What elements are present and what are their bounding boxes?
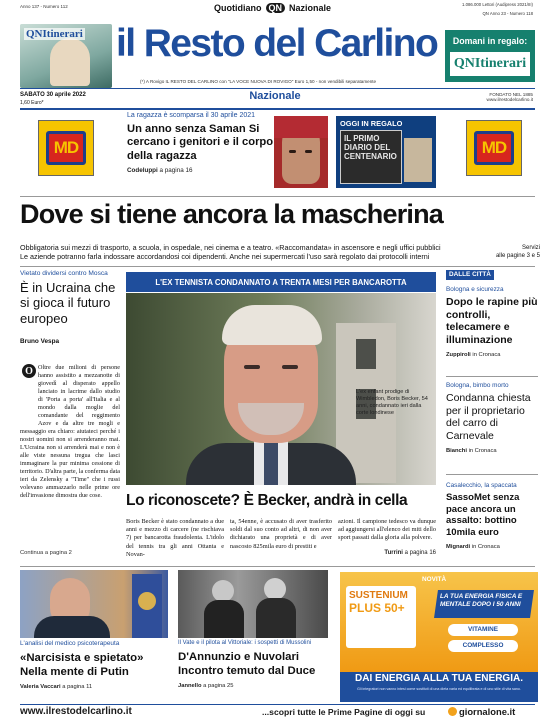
nazionale-label: Nazionale	[289, 3, 332, 13]
servizi-label: Servizi	[521, 245, 540, 251]
ucraina-body-cont: messaggio era chiaro: aiutateci perché i nostri uomini non si arrenderanno mai. L'Ucraina non si arrenderà mai e non è alle viste nessuna tregua che lasci immaginare la pur minima cessione di territorio. D'altra parte, la conferma data ieri da Zelensky a "Time" che i russi volevano ammazzarlo nelle prime ore dell'invasione dimostra due cose.	[20, 428, 120, 499]
dalle-citta-label: DALLE CITTÀ	[446, 270, 494, 280]
ad-product-box	[346, 586, 416, 648]
dannunzio-photo	[178, 570, 328, 638]
issue-date: SABATO 30 aprile 2022	[20, 92, 86, 98]
ad-tagline: DAI ENERGIA ALLA TUA ENERGIA.	[355, 673, 523, 684]
ucraina-story[interactable]	[20, 270, 120, 345]
citta-byline-2: Bianchi	[446, 448, 467, 455]
saman-headline: Un anno senza Saman Si cercano i genitori e il corpo della ragazza	[127, 123, 274, 162]
citta-ref-1: in Cronaca	[472, 352, 501, 359]
servizi-pages: alle pagine 3 e 5	[495, 253, 540, 259]
ucraina-author: Bruno Vespa	[20, 338, 60, 346]
citta-ref-2: in Cronaca	[468, 448, 497, 455]
ucraina-body	[20, 428, 120, 532]
ad-complesso: COMPLESSO	[448, 640, 518, 652]
ucraina-headline: È in Ucraina che si gioca il futuro europeo	[20, 280, 116, 326]
putin-byline: Valeria Vaccari	[20, 684, 61, 690]
founded-info	[487, 92, 533, 102]
domani-logo: QNItinerari	[450, 52, 530, 76]
domani-promo[interactable]	[445, 30, 535, 82]
dannunzio-kicker: Il Vate e il pilota al Vittoriale: i sospetti di Mussolini	[178, 640, 312, 646]
saman-photo	[274, 116, 328, 188]
becker-ref	[338, 550, 436, 556]
centenario-title: IL PRIMO DIARIO DEL CENTENARIO	[344, 134, 397, 161]
lead-deck-2: Le aziende potranno farla indossare accordandosi coi dipendenti. Anche nei supermercati l'uso sarà regolato dai protocolli interni	[20, 252, 430, 262]
becker-col-3: azioni. Il campione tedesco va dunque ad aggiungersi all'elenco dei miti dello sport passati dalla gloria alla polvere.	[338, 518, 436, 542]
becker-hair	[222, 305, 322, 345]
sustenium-ad[interactable]	[340, 572, 538, 702]
becker-col-1: Boris Becker è stato condannato a due anni e mezzo di carcere (ne rischiava 7) per bancarotta fraudolenta. L'idolo del tennis tra gli anni Ottanta e Novan-	[126, 518, 224, 558]
issue-info: Anno 137 - Numero 112	[20, 4, 68, 9]
itinerari-logo: QNItinerari	[26, 28, 83, 40]
readers-count: 1.086.000 Lettori (Audipress 2021/III)	[462, 2, 533, 7]
itinerari-promo-left[interactable]	[20, 24, 112, 88]
quotidiano-label: Quotidiano	[214, 3, 262, 13]
price: 1,60 Euro*	[20, 100, 44, 106]
dannunzio-headline: D'Annunzio e Nuvolari Incontro temuto dal Duce	[178, 651, 316, 677]
becker-banner	[126, 272, 436, 292]
saman-byline: Codeluppi	[127, 167, 158, 175]
becker-page: a pagina 16	[404, 550, 436, 556]
citta-item-3[interactable]	[446, 482, 538, 550]
saman-story[interactable]	[127, 112, 277, 174]
putin-story[interactable]	[20, 640, 170, 690]
citta-headline-1: Dopo le rapine più controlli, telecamere e illuminazione	[446, 296, 538, 346]
putin-page: a pagina 11	[62, 684, 93, 690]
ad-plus: PLUS 50+	[349, 601, 405, 615]
becker-byline: Turrini	[384, 550, 403, 556]
citta-headline-2: Condanna chiesta per il proprietario del carro di Carnevale	[446, 392, 531, 442]
citta-kicker-1: Bologna e sicurezza	[446, 286, 504, 293]
lead-deck-1: Obbligatoria sui mezzi di trasporto, a scuola, in ospedale, nei cinema e a teatro. «Raccomandata» in ascensore e negli uffici pubblici	[20, 243, 441, 252]
md-logo-right: MD	[466, 120, 522, 176]
becker-photo	[126, 293, 436, 485]
itinerari-photo	[50, 38, 90, 86]
citta-byline-1: Zuppiroli	[446, 352, 471, 359]
saman-page: a pagina 16	[159, 167, 193, 175]
centenario-promo[interactable]	[336, 116, 436, 188]
readers-info	[462, 2, 533, 16]
lead-headline[interactable]: Dove si tiene ancora la mascherina	[20, 199, 444, 229]
putin-headline: «Narcisista e spietato» Nella mente di Putin	[20, 652, 144, 678]
edition-label: Nazionale	[249, 90, 301, 102]
dannunzio-page: a pagina 25	[203, 683, 234, 689]
ucraina-continua[interactable]: Continua a pagina 2	[20, 550, 72, 556]
putin-kicker: L'analisi del medico psicoterapeuta	[20, 640, 120, 647]
rovigo-note: (*) A Rovigo IL RESTO DEL CARLINO con "LA VOCE NUOVA DI ROVIGO" Euro 1,50 - non vendibili separatamente	[140, 79, 377, 84]
dropcap: O	[22, 364, 36, 378]
ad-novita: NOVITÀ	[422, 576, 447, 583]
citta-ref-3: in Cronaca	[471, 544, 500, 551]
lead-deck	[20, 243, 500, 262]
becker-banner-text: L'EX TENNISTA CONDANNATO A TRENTA MESI PER BANCAROTTA	[155, 277, 407, 287]
giornalone-icon	[448, 707, 457, 716]
qn-header	[214, 3, 331, 13]
dannunzio-story[interactable]	[178, 640, 336, 689]
becker-col-2: ta, 54enne, è accusato di aver trasferito soldi dal suo conto ad altri, di non aver dichiarato una proprietà e di aver nascosto 825mila euro di prestiti e	[230, 518, 332, 550]
saman-kicker: La ragazza è scomparsa il 30 aprile 2021	[127, 112, 256, 119]
becker-headline[interactable]: Lo riconoscete? È Becker, andrà in cella	[126, 492, 408, 509]
website-top[interactable]: www.ilrestodelcarlino.it	[486, 97, 533, 102]
dannunzio-byline: Jannello	[178, 683, 202, 689]
founded-year: FONDATO NEL 1885	[489, 92, 533, 97]
ad-brand: SUSTENIUM	[349, 590, 408, 601]
ad-banner: LA TUA ENERGIA FISICA E MENTALE DOPO I 50 ANNI	[440, 593, 523, 608]
citta-kicker-3: Casalecchio, la spaccata	[446, 482, 517, 489]
putin-photo	[20, 570, 168, 638]
citta-item-2[interactable]	[446, 382, 538, 454]
qn-issue: QN Anno 23 - Numero 118	[482, 11, 533, 16]
ad-fine-print: Gli integratori non vanno intesi come sostituti di una dieta varia ed equilibrata e di uno stile di vita sano.	[357, 687, 521, 691]
footer-promo: ...scopri tutte le Prime Pagine di oggi su	[262, 707, 426, 717]
centenario-book-back	[404, 138, 432, 182]
citta-kicker-2: Bologna, bimbo morto	[446, 382, 509, 389]
domani-label: Domani in regalo:	[452, 36, 528, 46]
becker-photo-caption: L'ex enfant prodige di Wimbledon, Boris Becker, 54 anni, condannato ieri dalla corte londinese	[356, 389, 428, 416]
centenario-label: OGGI IN REGALO	[340, 119, 403, 128]
footer-website[interactable]: www.ilrestodelcarlino.it	[20, 706, 132, 717]
lead-servizi	[484, 244, 540, 260]
citta-item-1[interactable]	[446, 286, 538, 358]
centenario-book	[340, 130, 402, 184]
footer-giornalone[interactable]: giornalone.it	[459, 706, 516, 717]
newspaper-title: il Resto del Carlino	[116, 22, 438, 65]
ucraina-kicker: Vietato dividersi contro Mosca	[20, 270, 108, 277]
citta-byline-3: Mignardi	[446, 544, 471, 551]
ucraina-body-top: Oltre due milioni di persone hanno assistito a mezzanotte di giovedì al disperato appello lanciato in lacrime dallo studio di 'Porta a porta' all'Italia e al mondo dalla moglie del comandante del reggimento Azov e da altre tre mogli e	[38, 364, 120, 427]
md-logo-left: MD	[38, 120, 94, 176]
ad-vitamine: VITAMINE	[448, 624, 518, 636]
qn-logo: QN	[266, 3, 286, 13]
citta-headline-3: SassoMet senza pace ancora un assalto: bottino 10mila euro	[446, 492, 520, 538]
